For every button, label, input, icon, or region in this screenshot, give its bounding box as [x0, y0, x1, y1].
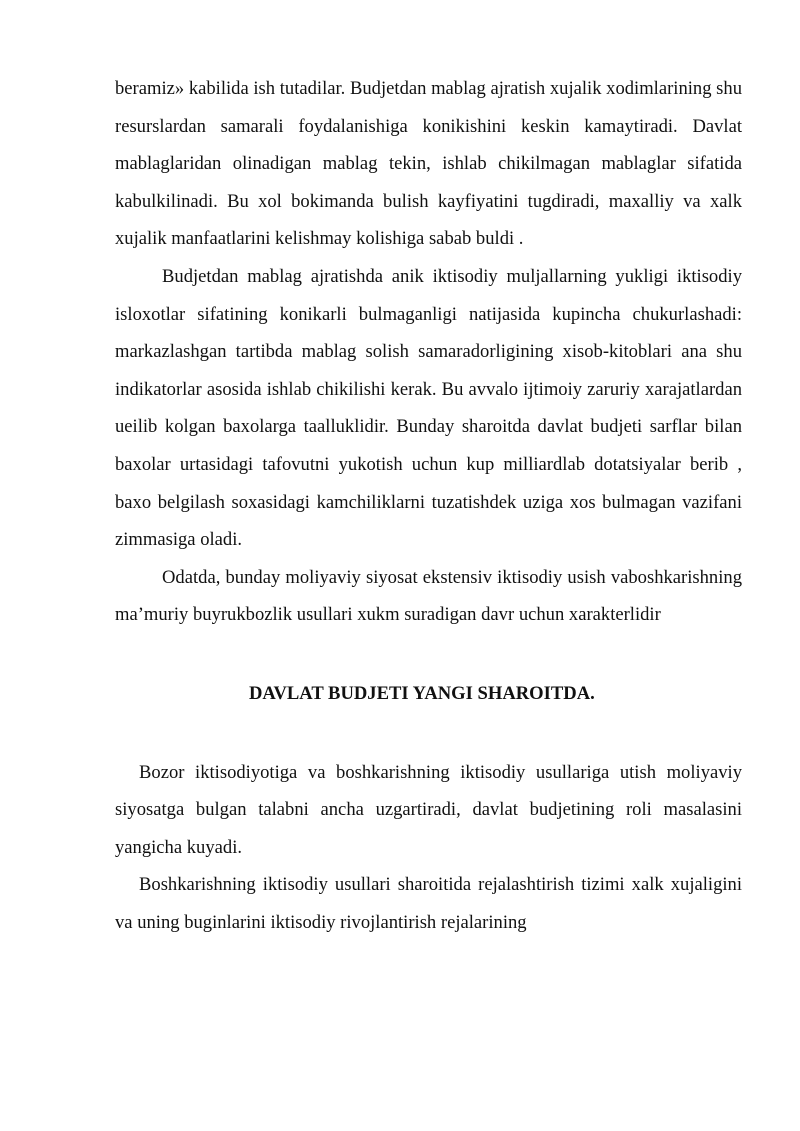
paragraph-5: Boshkarishning iktisodiy usullari sharoitida rejalashtirish tizimi xalk xujaligini va uning buginlarini iktisodiy rivojlantirish rejalarining	[115, 874, 742, 933]
section-heading: DAVLAT BUDJETI YANGI SHAROITDA.	[249, 682, 595, 704]
paragraph-2: Budjetdan mablag ajratishda anik iktisodiy muljallarning yukligi iktisodiy isloxotlar sifatining konikarli bulmaganligi natijasida kupincha chukurlashadi: markazlashgan tartibda mablag solish samaradorligining xisob-kitoblari ana shu indikatorlar asosida ishlab chikilishi kerak. Bu avvalo ijtimoiy zaruriy xarajatlardan ueilib kolgan baxolarga taalluklidir. Bunday sharoitda davlat budjeti sarflar bilan baxolar urtasidagi tafovutni yukotish uchun kup milliardlab dotatsiyalar berib , baxo belgilash soxasidagi kamchiliklarni tuzatishdek uziga xos bulmagan vazifani zimmasiga oladi.	[115, 265, 742, 551]
paragraph-1: beramiz» kabilida ish tutadilar. Budjetdan mablag ajratish xujalik xodimlarining shu resurslardan samarali foydalanishiga konikishini keskin kamaytiradi. Davlat mablaglaridan olinadigan mablag tekin, ishlab chikilmagan mablaglar sifatida kabulkilinadi. Bu xol bokimanda bulish kayfiyatini tugdiradi, maxalliy va xalk xujalik manfaatlarini kelishmay kolishiga sabab buldi .	[115, 78, 742, 250]
paragraph-4: Bozor iktisodiyotiga va boshkarishning iktisodiy usullariga utish moliyaviy siyosatga bulgan talabni ancha uzgartiradi, davlat budjetining roli masalasini yangicha kuyadi.	[115, 761, 742, 858]
document-page	[115, 70, 742, 941]
paragraph-3: Odatda, bunday moliyaviy siyosat ekstensiv iktisodiy usish vaboshkarishning ma’muriy buyrukbozlik usullari xukm suradigan davr uchun xarakterlidir	[115, 566, 742, 626]
